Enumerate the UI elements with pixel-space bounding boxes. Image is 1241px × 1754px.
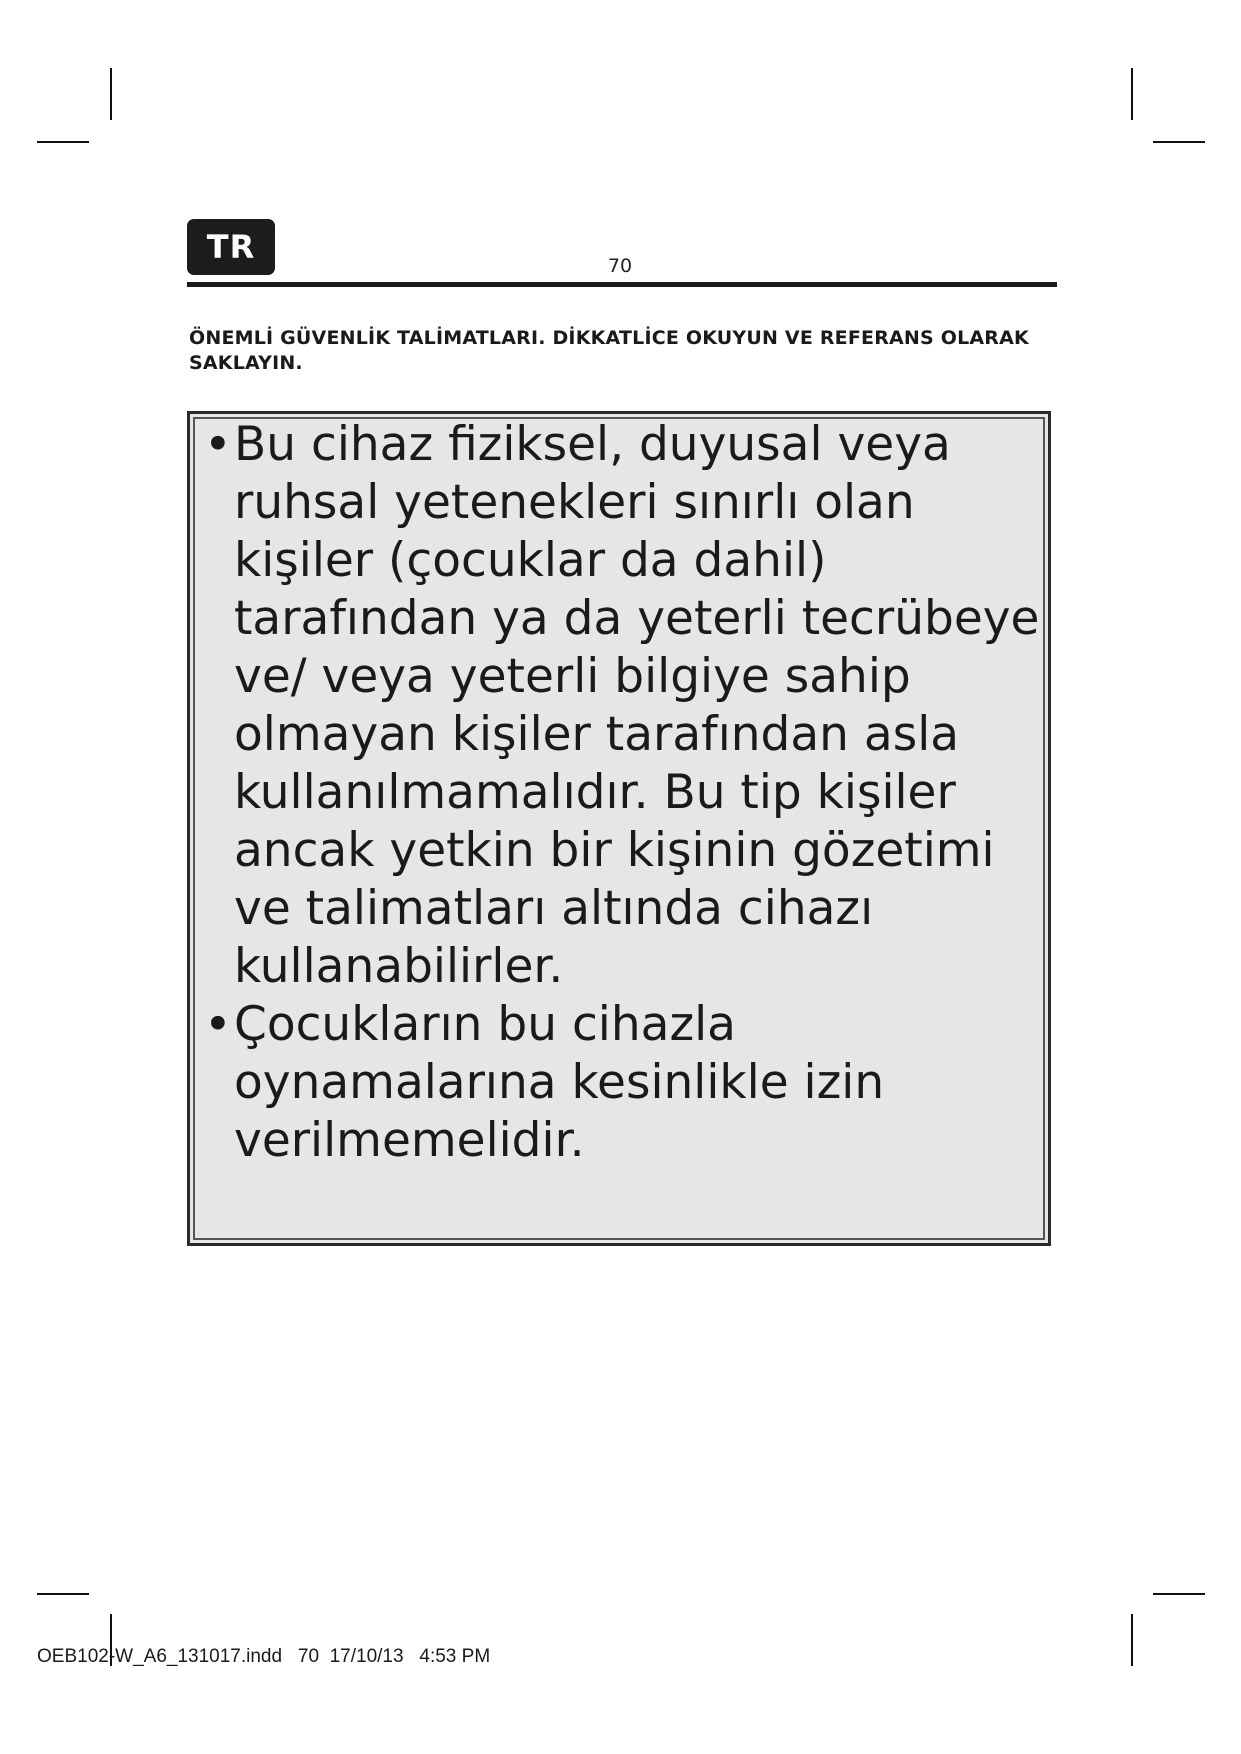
warning-item [204,416,1042,996]
crop-mark-top-right-horizontal [1153,141,1205,143]
language-badge: TR [187,219,275,275]
warning-box [187,411,1051,1246]
bullet-icon: • [204,997,232,1052]
crop-mark-top-left-vertical [110,68,112,120]
crop-mark-top-left-horizontal [37,141,89,143]
warning-item-text: Bu cihaz fiziksel, duyusal veya ruhsal yetenekleri sınırlı olan kişiler (çocuklar da dahil) tarafından ya da yeterli tecrübeye ve/ veya yeterli bilgiye sahip olmayan kişiler tarafından asla kullanılmamalıdır. Bu tip kişiler ancak yetkin bir kişinin gözetimi ve talimatları altında cihazı kullanabilirler. [234,417,1040,994]
header-rule [187,282,1057,287]
crop-mark-top-right-vertical [1131,68,1133,120]
safety-heading: ÖNEMLİ GÜVENLİK TALİMATLARI. DİKKATLİCE OKUYUN VE REFERANS OLARAK SAKLAYIN. [189,327,1029,374]
crop-mark-bottom-left-horizontal [37,1593,89,1595]
warning-item [204,996,1042,1170]
page-number: 70 [607,255,633,277]
print-slug: OEB102-W_A6_131017.indd 70 17/10/13 4:53 PM [37,1646,491,1667]
warning-list [204,416,1042,1170]
crop-mark-bottom-right-vertical [1131,1614,1133,1666]
warning-item-text: Çocukların bu cihazla oynamalarına kesinlikle izin verilmemelidir. [234,997,885,1168]
bullet-icon: • [204,417,232,472]
crop-mark-bottom-right-horizontal [1153,1593,1205,1595]
